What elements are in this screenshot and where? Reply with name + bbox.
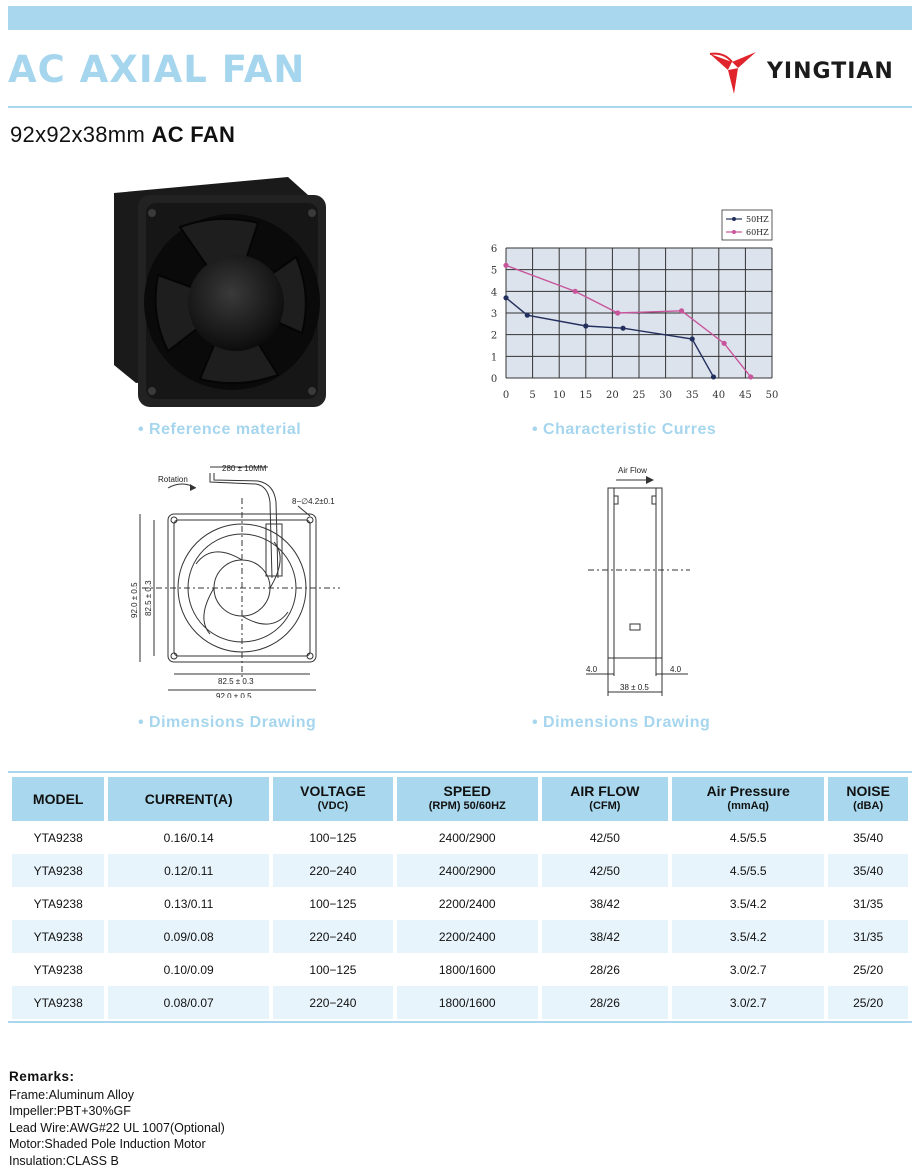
side-drawing-caption: • Dimensions Drawing [532,714,711,731]
remarks [9,1069,225,1169]
outer-dim-bottom: 92.0 ± 0.5 [216,692,252,698]
cell-speed: 2200/2400 [438,896,496,911]
col-speed: SPEED (RPM) 50/60HZ [397,777,538,821]
cell-current: 0.08/0.07 [108,986,269,1019]
col-model: MODEL [12,777,104,821]
remark-line: Impeller:PBT+30%GF [9,1104,131,1118]
cell-noise: 31/35 [853,896,884,911]
cell-model: YTA9238 [33,830,83,845]
remarks-title: Remarks: [9,1069,75,1084]
chart-point-50hz [583,323,588,328]
cell-airflow: 38/42 [542,920,668,953]
chart-x-tick: 40 [712,390,726,401]
cell-voltage: 100−125 [309,830,357,845]
side-drawing-svg [580,460,700,700]
cell-noise: 25/20 [828,986,908,1019]
chart-point-50hz [711,374,716,379]
table-row [12,854,908,887]
chart-x-tick: 15 [579,390,593,401]
front-drawing-svg [128,458,354,698]
subtitle-size: 92x92x38mm [10,122,146,147]
chart-x-tick: 0 [502,390,510,401]
cell-airflow: 28/26 [589,962,620,977]
outer-dim-left: 92.0 ± 0.5 [130,582,139,618]
cell-noise: 35/40 [853,830,884,845]
chart-point-50hz [690,336,695,341]
cell-speed: 2400/2900 [438,830,496,845]
chart-y-tick: 3 [490,309,498,320]
cell-pressure: 3.5/4.2 [729,896,767,911]
cell-current: 0.12/0.11 [108,854,269,887]
chart-y-tick: 1 [490,352,498,364]
cell-voltage: 100−125 [309,896,357,911]
front-drawing-caption: • Dimensions Drawing [138,714,317,731]
chart-point-60hz [573,289,578,294]
col-pressure: Air Pressure (mmAq) [672,777,824,821]
cell-airflow: 42/50 [542,854,668,887]
chart-y-tick: 5 [490,265,498,277]
col-noise: NOISE (dBA) [828,777,908,821]
chart-point-60hz [615,310,620,315]
cell-noise: 25/20 [853,962,884,977]
chart-y-tick: 2 [490,330,498,342]
chart-x-tick: 10 [552,390,566,401]
chart-legend-marker [732,230,736,234]
cell-current: 0.09/0.08 [108,920,269,953]
lead-length-label: 280 ± 10MM [222,464,267,473]
chart-x-tick: 30 [659,390,672,401]
remark-line: Motor:Shaded Pole Induction Motor [9,1137,206,1151]
flange-right: 4.0 [670,665,682,674]
chart-point-50hz [525,313,530,318]
product-subtitle [10,122,235,148]
inner-dim-bottom: 82.5 ± 0.3 [218,677,254,686]
chart-point-60hz [679,308,684,313]
chart-x-tick: 5 [529,390,536,401]
yingtian-logo-icon [708,50,760,96]
cell-current: 0.16/0.14 [163,830,214,845]
cell-speed: 2200/2400 [397,920,538,953]
cell-voltage: 220−240 [273,920,393,953]
cell-pressure: 3.0/2.7 [672,986,824,1019]
chart-x-tick: 35 [685,390,699,401]
side-dimension-drawing [580,460,700,700]
cell-pressure: 4.5/5.5 [729,830,767,845]
table-top-rule [8,771,912,773]
chart-point-50hz [503,295,508,300]
airflow-label: Air Flow [618,466,647,475]
remark-line: Lead Wire:AWG#22 UL 1007(Optional) [9,1120,225,1135]
table-row [12,821,908,854]
page-title: AC AXIAL FAN [8,48,306,91]
characteristic-chart-svg [482,200,792,410]
cell-model: YTA9238 [33,962,83,977]
cell-airflow: 28/26 [542,986,668,1019]
table-row [12,887,908,920]
chart-x-tick: 20 [606,390,619,401]
cell-speed: 2400/2900 [397,854,538,887]
chart-legend-label: 60HZ [746,228,769,237]
brand-name: YINGTIAN [767,59,894,84]
chart-point-60hz [722,341,727,346]
cell-model: YTA9238 [12,920,104,953]
cell-current: 0.10/0.09 [163,962,214,977]
cell-voltage: 220−240 [273,854,393,887]
depth-label: 38 ± 0.5 [620,683,649,692]
table-row [12,986,908,1019]
chart-y-tick: 0 [490,374,498,385]
col-voltage: VOLTAGE (VDC) [273,777,393,821]
chart-y-tick: 4 [490,287,498,299]
chart-x-tick: 50 [765,390,779,401]
cell-airflow: 38/42 [589,896,620,911]
fan-photo-image [108,165,348,415]
cell-voltage: 220−240 [273,986,393,1019]
table-row [12,953,908,986]
cell-model: YTA9238 [33,896,83,911]
chart-caption: • Characteristic Curres [532,421,717,438]
cell-pressure: 3.0/2.7 [729,962,767,977]
holes-label: 8−∅4.2±0.1 [292,497,335,506]
cell-pressure: 4.5/5.5 [672,854,824,887]
cell-speed: 1800/1600 [397,986,538,1019]
col-current: CURRENT(A) [108,777,269,821]
front-dimension-drawing [128,458,354,698]
spec-table [8,777,912,1019]
cell-speed: 1800/1600 [438,962,496,977]
cell-model: YTA9238 [12,854,104,887]
col-airflow: AIR FLOW (CFM) [542,777,668,821]
subtitle-type: AC FAN [151,122,236,147]
brand-logo [708,50,912,96]
remark-line: Frame:Aluminum Alloy [9,1087,135,1102]
photo-caption: • Reference material [138,421,302,438]
cell-voltage: 100−125 [309,962,357,977]
cell-noise: 35/40 [828,854,908,887]
table-header-row [12,777,908,821]
fan-photo [108,165,348,415]
chart-point-60hz [748,374,753,379]
chart-legend-label: 50HZ [746,215,769,224]
cell-pressure: 3.5/4.2 [672,920,824,953]
chart-point-60hz [503,263,508,268]
remark-line: Insulation:CLASS B [9,1153,119,1168]
chart-y-tick: 6 [490,244,498,255]
cell-model: YTA9238 [12,986,104,1019]
chart-x-tick: 45 [739,390,752,401]
cell-airflow: 42/50 [589,830,620,845]
table-bottom-rule [8,1021,912,1023]
header-band [8,6,912,30]
chart-legend-marker [732,217,736,221]
chart-x-tick: 25 [632,390,646,401]
flange-left: 4.0 [586,665,598,674]
cell-current: 0.13/0.11 [164,896,214,911]
characteristic-chart [482,200,792,410]
header-rule [8,106,912,108]
table-row [12,920,908,953]
inner-dim-left: 82.5 ± 0.3 [144,580,153,616]
cell-noise: 31/35 [828,920,908,953]
chart-point-50hz [620,326,625,331]
rotation-label: Rotation [158,475,188,484]
